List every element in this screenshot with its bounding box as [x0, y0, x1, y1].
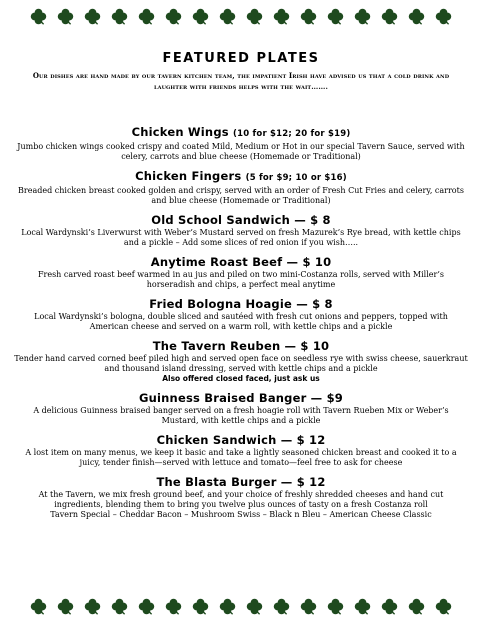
shamrock-icon: [84, 8, 101, 25]
item-description: Jumbo chicken wings cooked crispy and coated Mild, Medium or Hot in our special Tavern Sauce, served with celery, carrots and blue cheese (Homemade or Traditional): [17, 142, 465, 161]
shamrock-icon: [246, 598, 263, 615]
item-description: Fresh carved roast beef warmed in au jus and piled on two mini-Costanza rolls, served with Miller’s horseradish and chips, a perfect meal anytime: [37, 270, 445, 289]
item-description: A lost item on many menus, we keep it basic and take a lightly seasoned chicken breast and cooked it to a juicy, tender finish—served with lettuce and tomato—feel free to ask for cheese: [25, 448, 457, 467]
menu-item: [14, 212, 468, 248]
item-name: Old School Sandwich — $ 8: [151, 213, 331, 227]
menu-item: [14, 254, 468, 290]
menu-item: [14, 338, 468, 384]
shamrock-icon: [408, 598, 425, 615]
menu-subtitle: Our dishes are hand made by our tavern kitchen team, the impatient Irish have advised us that a cold drink and laughter with friends helps with the wait…….: [32, 71, 450, 91]
shamrock-icon: [381, 598, 398, 615]
shamrock-icon: [381, 8, 398, 25]
item-description: Tender hand carved corned beef piled high and served open face on seedless rye with swiss cheese, sauerkraut and thousand island dressing, served with kettle chips and a pickle: [14, 354, 468, 373]
top-shamrock-border: [30, 7, 452, 25]
shamrock-icon: [219, 8, 236, 25]
shamrock-icon: [300, 598, 317, 615]
shamrock-icon: [273, 8, 290, 25]
shamrock-icon: [327, 8, 344, 25]
shamrock-icon: [138, 8, 155, 25]
item-price: (10 for $12; 20 for $19): [233, 129, 351, 139]
shamrock-icon: [354, 598, 371, 615]
item-description: At the Tavern, we mix fresh ground beef, and your choice of freshly shredded cheeses and hand cut ingredients, blending them to bring you twelve plus ounces of tasty on a fresh Costanza roll: [38, 490, 444, 509]
shamrock-icon: [219, 598, 236, 615]
item-description: Local Wardynski’s bologna, double sliced and sautéed with fresh cut onions and peppers, topped with American cheese and served on a warm roll, with kettle chips and a pickle: [34, 312, 448, 331]
shamrock-icon: [246, 8, 263, 25]
shamrock-icon: [408, 8, 425, 25]
menu-item: [14, 296, 468, 332]
item-description: Local Wardynski’s Liverwurst with Weber’s Mustard served on fresh Mazurek’s Rye bread, with kettle chips and a pickle – Add some slices of red onion if you wish…..: [21, 228, 461, 247]
menu-items: [14, 124, 468, 526]
item-price: (5 for $9; 10 or $16): [245, 173, 347, 183]
item-title: [14, 168, 468, 186]
shamrock-icon: [138, 598, 155, 615]
menu-item: [14, 432, 468, 468]
shamrock-icon: [84, 598, 101, 615]
shamrock-icon: [435, 8, 452, 25]
menu-title: FEATURED PLATES: [162, 51, 320, 66]
shamrock-icon: [111, 598, 128, 615]
shamrock-icon: [165, 598, 182, 615]
shamrock-icon: [327, 598, 344, 615]
item-name: Chicken Sandwich — $ 12: [156, 433, 326, 447]
item-title: [14, 124, 468, 142]
shamrock-icon: [30, 598, 47, 615]
shamrock-icon: [57, 598, 74, 615]
menu-item: [14, 390, 468, 426]
menu-item: [14, 124, 468, 162]
shamrock-icon: [30, 8, 47, 25]
item-name: Chicken Wings: [131, 125, 229, 139]
item-name: The Blasta Burger — $ 12: [156, 475, 326, 489]
item-description: Breaded chicken breast cooked golden and crispy, served with an order of Fresh Cut Fries and celery, carrots and blue cheese (Homemade or Traditional): [18, 186, 464, 205]
item-name: The Tavern Reuben — $ 10: [152, 339, 330, 353]
item-name: Guinness Braised Banger — $9: [139, 391, 343, 405]
item-name: Fried Bologna Hoagie — $ 8: [149, 297, 333, 311]
shamrock-icon: [435, 598, 452, 615]
item-name: Chicken Fingers: [135, 169, 242, 183]
shamrock-icon: [300, 8, 317, 25]
shamrock-icon: [111, 8, 128, 25]
shamrock-icon: [165, 8, 182, 25]
item-options: Tavern Special – Cheddar Bacon – Mushroom Swiss – Black n Bleu – American Cheese Classic: [50, 510, 432, 519]
menu-item: [14, 474, 468, 520]
shamrock-icon: [57, 8, 74, 25]
shamrock-icon: [192, 8, 209, 25]
shamrock-icon: [192, 598, 209, 615]
menu-item: [14, 168, 468, 206]
item-note: Also offered closed faced, just ask us: [162, 374, 320, 383]
item-name: Anytime Roast Beef — $ 10: [150, 255, 332, 269]
bottom-shamrock-border: [30, 597, 452, 615]
item-description: A delicious Guinness braised banger served on a fresh hoagie roll with Tavern Rueben Mix or Weber’s Mustard, with kettle chips and a pickle: [33, 406, 449, 425]
shamrock-icon: [273, 598, 290, 615]
shamrock-icon: [354, 8, 371, 25]
